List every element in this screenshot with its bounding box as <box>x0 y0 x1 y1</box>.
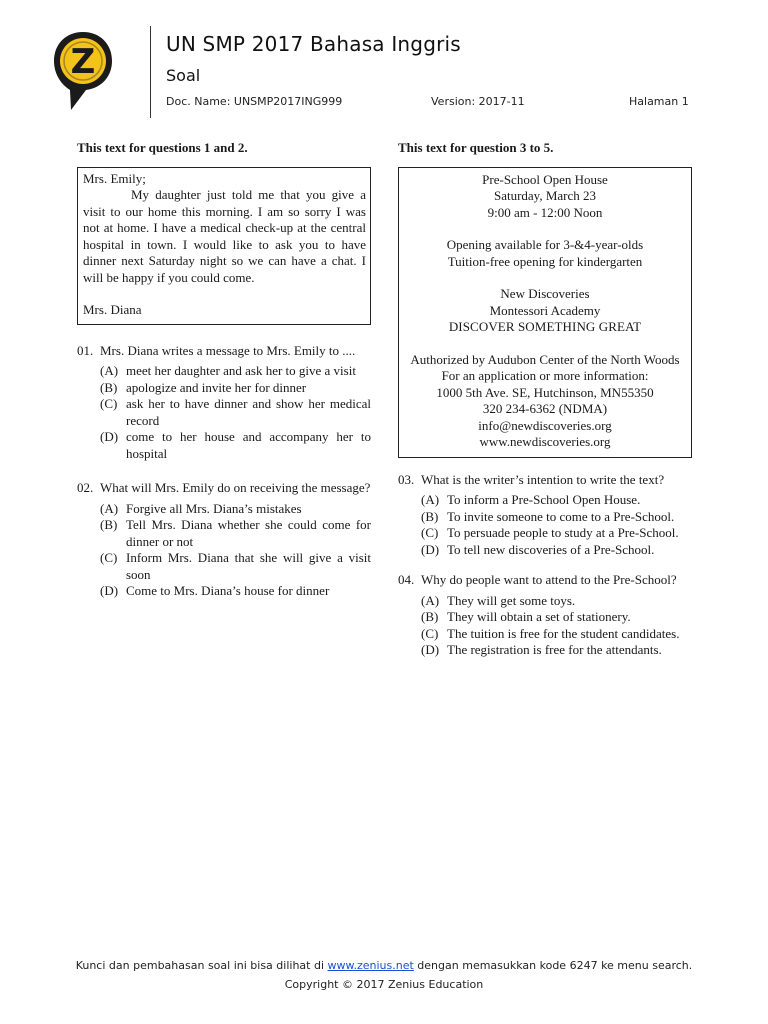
question-text: What is the writer’s intention to write the text? <box>421 471 665 487</box>
question-4-options <box>421 593 692 659</box>
notice-line: Authorized by Audubon Center of the North Woods <box>410 351 680 367</box>
notice-website: www.newdiscoveries.org <box>479 434 611 449</box>
right-section-title: This text for question 3 to 5. <box>398 140 554 155</box>
option-b <box>100 517 371 550</box>
option-c <box>421 525 692 542</box>
logo-letter: Z <box>70 42 96 82</box>
option-a <box>421 492 692 509</box>
option-label: (A) <box>421 592 440 608</box>
option-text: The registration is free for the attendants. <box>447 642 662 657</box>
question-3-options <box>421 492 692 558</box>
doc-version: Version: 2017-11 <box>431 95 525 108</box>
doc-name: Doc. Name: UNSMP2017ING999 <box>166 95 343 108</box>
notice-line: New Discoveries <box>500 286 590 301</box>
option-label: (A) <box>421 492 440 507</box>
question-4 <box>398 572 692 589</box>
option-text: ask her to have dinner and show her medical record <box>126 396 371 428</box>
footer-copyright: Copyright © 2017 Zenius Education <box>284 978 484 991</box>
option-text: apologize and invite her for dinner <box>126 379 307 395</box>
option-c <box>100 396 371 429</box>
option-text: Forgive all Mrs. Diana’s mistakes <box>126 500 302 516</box>
option-text: To persuade people to study at a Pre-School. <box>447 525 679 540</box>
option-label: (A) <box>100 500 119 516</box>
zenius-logo <box>52 30 114 112</box>
option-d <box>100 429 371 462</box>
notice-address: 1000 5th Ave. SE, Hutchinson, MN55350 <box>436 384 654 400</box>
page-subtitle: Soal <box>166 66 201 85</box>
option-text: come to her house and accompany her to hospital <box>126 429 371 461</box>
option-text: Come to Mrs. Diana’s house for dinner <box>126 583 330 598</box>
letter-body: My daughter just told me that you give a visit to our home this morning. I am so sorry I was not at home. I have a medical check-up at the central hospital in town. I would like to ask you to have dinner next Saturday night so we can have a chat. I will be happy if you could come. <box>83 187 366 285</box>
footer-text-before: Kunci dan pembahasan soal ini bisa dilihat di <box>75 959 328 972</box>
option-text: Tell Mrs. Diana whether she could come for dinner or not <box>126 517 371 549</box>
option-text: They will get some toys. <box>447 592 576 608</box>
option-text: meet her daughter and ask her to give a visit <box>126 363 356 378</box>
option-d <box>421 642 692 659</box>
option-label: (C) <box>100 550 118 565</box>
option-a <box>100 363 371 380</box>
question-text: Mrs. Diana writes a message to Mrs. Emily to .... <box>100 342 356 358</box>
footer-note <box>0 959 768 972</box>
option-label: (B) <box>100 379 118 395</box>
option-text: Inform Mrs. Diana that she will give a visit soon <box>126 550 371 582</box>
zenius-logo-icon <box>52 30 114 112</box>
option-label: (B) <box>421 508 439 524</box>
left-column <box>77 140 371 600</box>
zenius-link[interactable]: www.zenius.net <box>327 959 414 972</box>
option-b <box>421 509 692 526</box>
option-label: (B) <box>421 609 439 624</box>
question-2-options <box>100 501 371 600</box>
notice-line: Pre-School Open House <box>482 171 608 187</box>
option-label: (C) <box>100 396 118 411</box>
option-d <box>100 583 371 600</box>
question-number: 01. <box>77 342 94 358</box>
notice-line: For an application or more information: <box>441 368 649 383</box>
notice-phone: 320 234-6362 (NDMA) <box>482 401 608 416</box>
page-title: UN SMP 2017 Bahasa Inggris <box>166 32 461 56</box>
option-a <box>421 593 692 610</box>
option-label: (D) <box>421 541 440 557</box>
question-2 <box>77 480 371 497</box>
option-text: The tuition is free for the student candidates. <box>447 625 680 641</box>
option-label: (B) <box>100 517 118 532</box>
notice-line: Montessori Academy <box>489 302 601 318</box>
notice-tagline: DISCOVER SOMETHING GREAT <box>448 319 642 334</box>
page-number: Halaman 1 <box>629 95 689 108</box>
question-text: What will Mrs. Emily do on receiving the message? <box>100 480 371 495</box>
option-c <box>421 626 692 643</box>
option-text: To inform a Pre-School Open House. <box>447 492 641 507</box>
letter-signature: Mrs. Diana <box>83 302 142 317</box>
option-label: (A) <box>100 363 119 378</box>
question-number: 03. <box>398 471 415 487</box>
notice-line: Saturday, March 23 <box>493 188 597 203</box>
option-label: (D) <box>100 429 119 444</box>
question-text: Why do people want to attend to the Pre-School? <box>421 572 677 587</box>
notice-line: 9:00 am - 12:00 Noon <box>487 204 603 220</box>
letter-box <box>77 167 371 325</box>
question-number: 02. <box>77 480 94 495</box>
question-1-options <box>100 363 371 462</box>
question-3 <box>398 472 692 489</box>
option-a <box>100 501 371 518</box>
option-d <box>421 542 692 559</box>
notice-email: info@newdiscoveries.org <box>478 417 612 433</box>
option-text: They will obtain a set of stationery. <box>447 609 631 624</box>
left-section-title: This text for questions 1 and 2. <box>77 140 248 155</box>
notice-line: Tuition-free opening for kindergarten <box>447 253 643 269</box>
notice-box <box>398 167 692 458</box>
footer-text-after: dengan memasukkan kode 6247 ke menu search. <box>413 959 693 972</box>
header-divider <box>150 26 151 118</box>
option-text: To tell new discoveries of a Pre-School. <box>447 541 655 557</box>
option-label: (C) <box>421 525 439 540</box>
option-text: To invite someone to come to a Pre-School. <box>447 508 675 524</box>
notice-line: Opening available for 3-&4-year-olds <box>446 237 644 252</box>
right-column <box>398 140 692 659</box>
option-label: (C) <box>421 625 439 641</box>
option-c <box>100 550 371 583</box>
question-number: 04. <box>398 572 415 587</box>
option-b <box>421 609 692 626</box>
option-b <box>100 380 371 397</box>
option-label: (D) <box>100 583 119 598</box>
option-label: (D) <box>421 642 440 657</box>
letter-greeting: Mrs. Emily; <box>83 170 146 186</box>
question-1 <box>77 343 371 360</box>
